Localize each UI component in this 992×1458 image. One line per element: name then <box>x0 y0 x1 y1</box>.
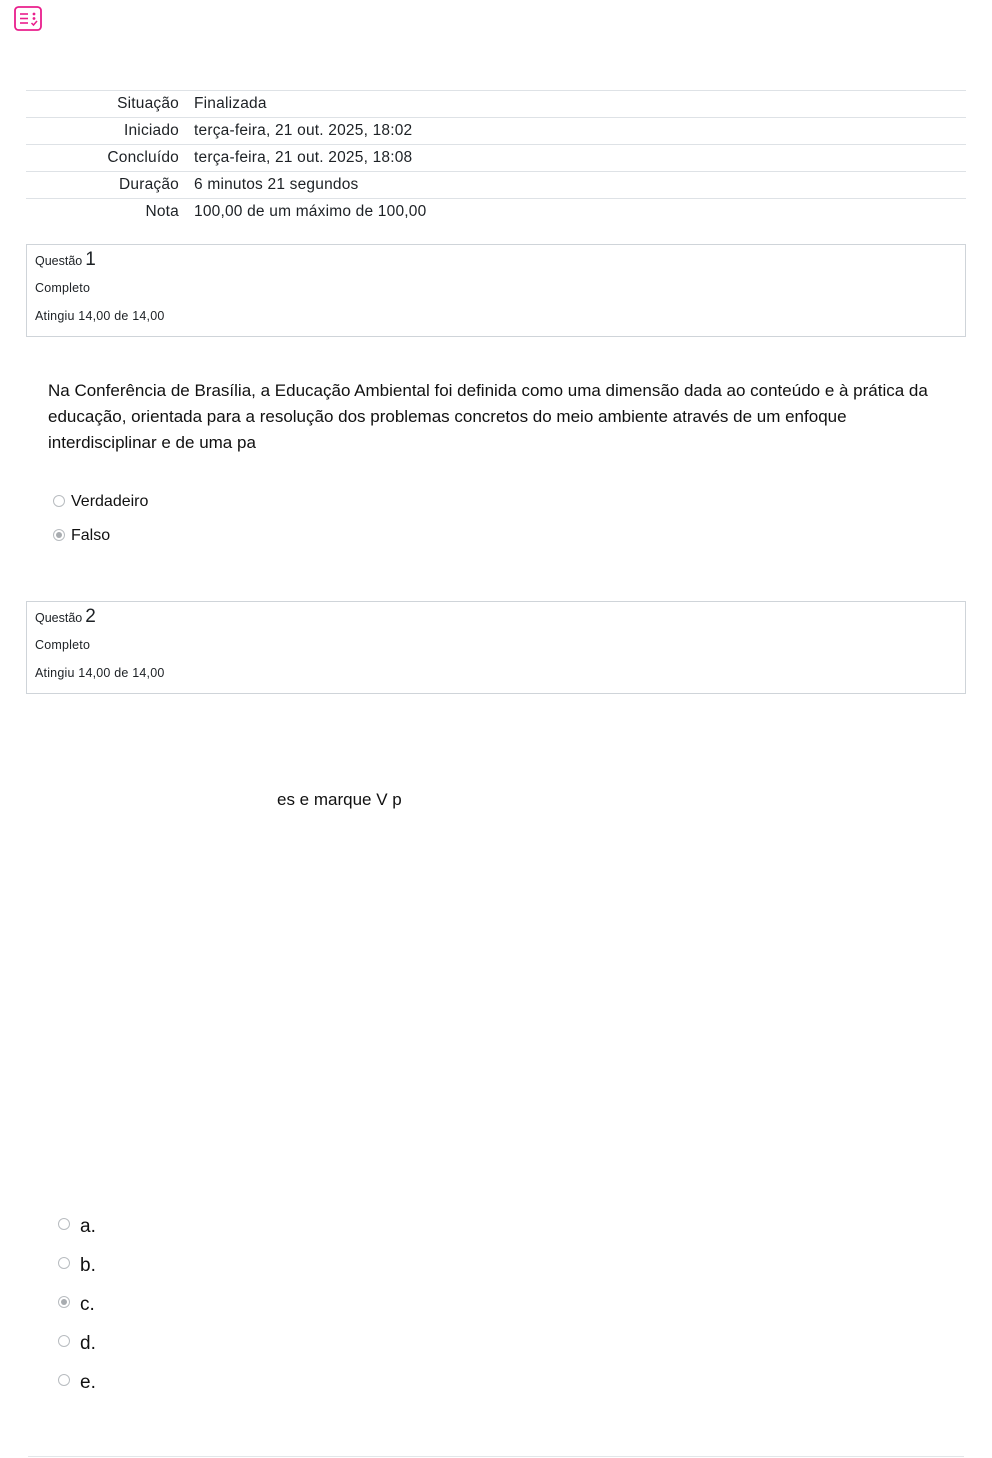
question-2-text: es e marque V p <box>277 790 402 809</box>
question-grade: Atingiu 14,00 de 14,00 <box>35 666 165 680</box>
radio-option-d[interactable] <box>58 1335 70 1347</box>
summary-row-duration <box>26 172 966 199</box>
question-number <box>35 606 96 628</box>
summary-label: Iniciado <box>123 122 179 139</box>
question-state: Completo <box>35 281 91 295</box>
summary-row-grade <box>26 199 966 226</box>
summary-label: Concluído <box>107 149 179 166</box>
question-1-info <box>26 244 966 337</box>
quiz-list-icon[interactable] <box>14 6 42 31</box>
attempt-summary-table <box>26 90 966 226</box>
summary-value: 6 minutos 21 segundos <box>194 176 359 193</box>
radio-option-b[interactable] <box>58 1257 70 1269</box>
summary-value: 100,00 de um máximo de 100,00 <box>194 203 427 221</box>
option-label-d[interactable]: d. <box>80 1333 96 1354</box>
question-state: Completo <box>35 638 91 652</box>
question-number <box>35 249 96 271</box>
option-label-c[interactable]: c. <box>80 1294 95 1315</box>
option-label-falso[interactable]: Falso <box>71 527 111 544</box>
option-label-b[interactable]: b. <box>80 1255 96 1276</box>
summary-row-completed <box>26 145 966 172</box>
summary-row-status <box>26 91 966 118</box>
summary-label: Duração <box>119 176 179 193</box>
summary-label: Situação <box>117 95 179 112</box>
summary-value: terça-feira, 21 out. 2025, 18:02 <box>194 122 413 139</box>
question-prefix: Questão <box>35 254 83 268</box>
radio-verdadeiro[interactable] <box>53 495 65 507</box>
radio-option-c[interactable] <box>58 1296 70 1308</box>
radio-falso[interactable] <box>53 529 65 541</box>
question-2-info <box>26 601 966 694</box>
question-prefix: Questão <box>35 611 83 625</box>
radio-option-e[interactable] <box>58 1374 70 1386</box>
question-number-value: 1 <box>85 249 96 270</box>
summary-value: Finalizada <box>194 95 267 112</box>
summary-value: terça-feira, 21 out. 2025, 18:08 <box>194 149 413 166</box>
question-1-text: Na Conferência de Brasília, a Educação Ambiental foi definida como uma dimensão dada ao conteúdo e à prática da educação, orientada para a resolução dos problemas concretos do meio ambiente através de um enfoque interdisciplinar e de uma pa <box>48 381 928 452</box>
option-label-verdadeiro[interactable]: Verdadeiro <box>71 493 149 510</box>
option-label-a[interactable]: a. <box>80 1216 96 1237</box>
option-label-e[interactable]: e. <box>80 1372 96 1393</box>
summary-label: Nota <box>145 203 179 221</box>
radio-option-a[interactable] <box>58 1218 70 1230</box>
question-number-value: 2 <box>85 606 96 627</box>
question-grade: Atingiu 14,00 de 14,00 <box>35 309 165 323</box>
summary-row-started <box>26 118 966 145</box>
bottom-divider <box>28 1456 964 1457</box>
